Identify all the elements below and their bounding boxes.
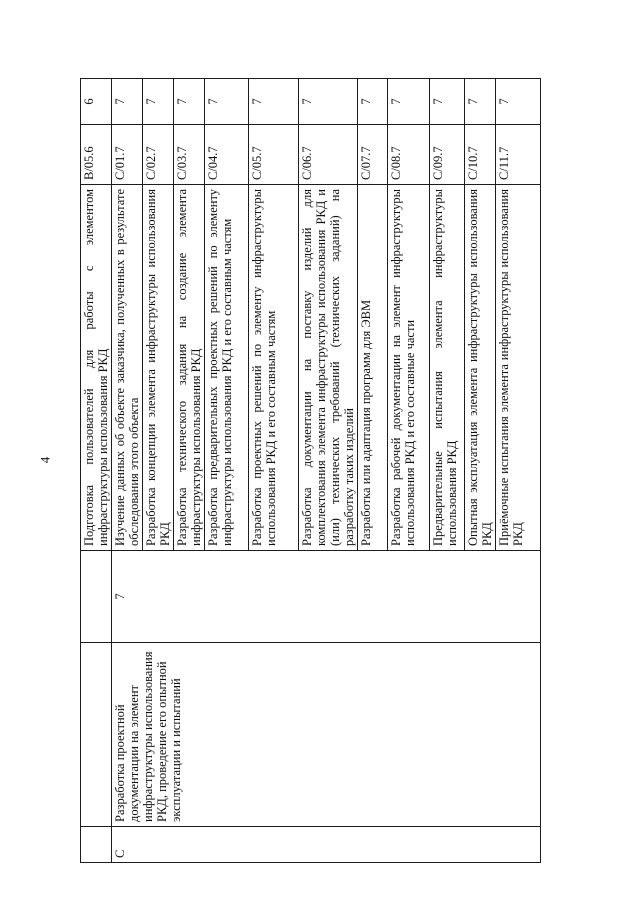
group-name: Разработка проектной документации на элемент инфраструктуры использования РКД, проведение его опытной эксплуатации и испытаний	[112, 643, 541, 827]
function-name: Приёмочные испытания элемента инфраструктуры использования РКД	[496, 185, 541, 551]
function-level: 7	[143, 79, 174, 125]
function-code: C/10.7	[465, 125, 496, 185]
function-code: B/05.6	[81, 125, 112, 185]
empty-cell	[81, 643, 112, 827]
functions-table	[80, 78, 541, 863]
function-level: 7	[358, 79, 388, 125]
function-code: C/09.7	[430, 125, 465, 185]
function-code: C/03.7	[174, 125, 205, 185]
function-name: Изучение данных об объекте заказчика, полученных в результате обследования этого объекта	[112, 185, 143, 551]
function-level: 7	[174, 79, 205, 125]
function-code: C/05.7	[249, 125, 299, 185]
function-level: 7	[205, 79, 249, 125]
function-name: Разработка концепции элемента инфраструктуры использования РКД	[143, 185, 174, 551]
function-level: 6	[81, 79, 112, 125]
function-name: Разработка документации на поставку изделий для комплектования элемента инфраструктуры использования РКД и (или) технических требований (технических заданий) на разработку таких изделий	[299, 185, 358, 551]
function-level: 7	[496, 79, 541, 125]
function-code: C/07.7	[358, 125, 388, 185]
function-name: Предварительные испытания элемента инфраструктуры использования РКД	[430, 185, 465, 551]
function-level: 7	[388, 79, 430, 125]
function-code: C/02.7	[143, 125, 174, 185]
function-name: Подготовка пользователей для работы с элементом инфраструктуры использования РКД	[81, 185, 112, 551]
empty-cell	[81, 551, 112, 643]
table-row	[81, 79, 112, 863]
rotated-table-container	[80, 79, 526, 863]
function-name: Разработка рабочей документации на элемент инфраструктуры использования РКД и его составные части	[388, 185, 430, 551]
function-name: Разработка технического задания на создание элемента инфраструктуры использования РКД	[174, 185, 205, 551]
function-code: C/06.7	[299, 125, 358, 185]
function-level: 7	[249, 79, 299, 125]
group-code: C	[112, 827, 541, 863]
table-row	[112, 79, 143, 863]
function-level: 7	[112, 79, 143, 125]
empty-cell	[81, 827, 112, 863]
function-code: C/01.7	[112, 125, 143, 185]
function-code: C/04.7	[205, 125, 249, 185]
function-code: C/08.7	[388, 125, 430, 185]
function-name: Разработка проектных решений по элементу инфраструктуры использования РКД и его составным частям	[249, 185, 299, 551]
group-level: 7	[112, 551, 541, 643]
function-name: Разработка или адаптация программ для ЭВМ	[358, 185, 388, 551]
function-level: 7	[299, 79, 358, 125]
function-name: Опытная эксплуатация элемента инфраструктуры использования РКД	[465, 185, 496, 551]
function-level: 7	[465, 79, 496, 125]
function-level: 7	[430, 79, 465, 125]
function-code: C/11.7	[496, 125, 541, 185]
function-name: Разработка предварительных проектных решений по элементу инфраструктуры использования РКД и его составным частям	[205, 185, 249, 551]
page-number: 4	[37, 456, 53, 464]
